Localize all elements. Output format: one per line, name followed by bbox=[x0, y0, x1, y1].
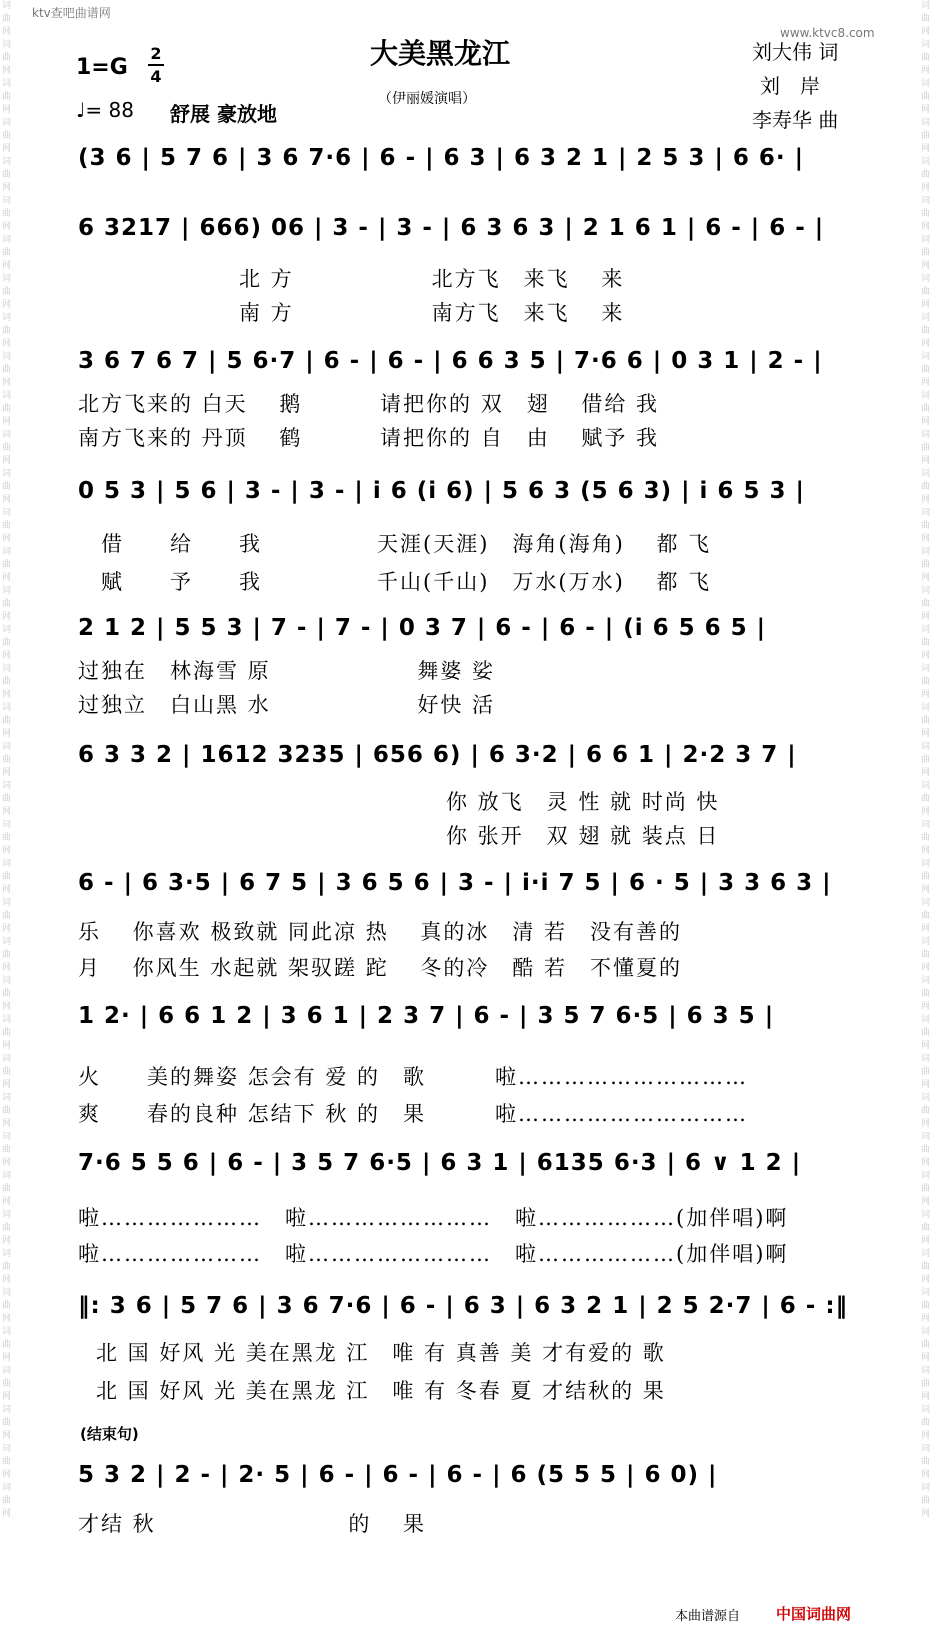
expression-mark: 舒展 豪放地 bbox=[170, 102, 277, 126]
score-row-9 bbox=[78, 1150, 868, 1266]
time-sig-top: 2 bbox=[150, 44, 162, 63]
notes: 1 2· | 6 6 1 2 | 3 6 1 | 2 3 7 | 6 - | 3 5 7 6·5 | 6 3 5 | bbox=[78, 1003, 775, 1029]
notes: (3 6 | 5 7 6 | 3 6 7·6 | 6 - | 6 3 | 6 3 2 1 | 2 5 3 | 6 6· | bbox=[78, 145, 805, 171]
notes: 3 6 7 6 7 | 5 6·7 | 6 - | 6 - | 6 6 3 5 | 7·6 6 | 0 3 1 | 2 - | bbox=[78, 348, 823, 374]
lyric-verse-1: 借 给 我 天涯(天涯) 海角(海角) 都 飞 bbox=[78, 532, 712, 556]
notes: ‖: 3 6 | 5 7 6 | 3 6 7·6 | 6 - | 6 3 | 6 3 2 1 | 2 5 2·7 | 6 - :‖ bbox=[78, 1293, 849, 1319]
score-row-3 bbox=[78, 348, 868, 458]
score-row-11 bbox=[78, 1462, 868, 1562]
notes: 2 1 2 | 5 5 3 | 7 - | 7 - | 0 3 7 | 6 - | 6 - | (i 6 5 6 5 | bbox=[78, 615, 767, 641]
ending-label: (结束句) bbox=[80, 1425, 139, 1443]
score-row-4 bbox=[78, 478, 868, 598]
notes: 6 3 3 2 | 1612 3235 | 656 6) | 6 3·2 | 6 6 1 | 2·2 3 7 | bbox=[78, 742, 797, 768]
notes: 6 - | 6 3·5 | 6 7 5 | 3 6 5 6 | 3 - | i·i 7 5 | 6 · 5 | 3 3 6 3 | bbox=[78, 870, 832, 896]
lyricist-credit-2: 刘 岸 bbox=[760, 74, 820, 98]
time-sig-bottom: 4 bbox=[150, 67, 162, 86]
lyric-verse-2: 南方飞来的 丹顶 鹤 请把你的 自 由 赋予 我 bbox=[78, 426, 660, 450]
score-row-7 bbox=[78, 870, 868, 980]
lyric-verse-1: 北 国 好风 光 美在黑龙 江 唯 有 真善 美 才有爱的 歌 bbox=[96, 1341, 666, 1365]
side-watermark-left: 词曲网词曲网词曲网词曲网词曲网词曲网词曲网词曲网词曲网词曲网词曲网词曲网词曲网词曲网词曲网词曲网词曲网词曲网词曲网词曲网词曲网词曲网词曲网词曲网词曲网词曲网词曲网词曲网词曲网词曲网词曲网词曲网词曲网词曲网词曲网词曲网词曲网词曲网词曲网 bbox=[2, 1, 12, 1519]
side-watermark-right: 词曲网词曲网词曲网词曲网词曲网词曲网词曲网词曲网词曲网词曲网词曲网词曲网词曲网词曲网词曲网词曲网词曲网词曲网词曲网词曲网词曲网词曲网词曲网词曲网词曲网词曲网词曲网词曲网词曲网词曲网词曲网词曲网词曲网词曲网词曲网词曲网词曲网词曲网词曲网 bbox=[921, 1, 931, 1519]
tempo-mark: ♩= 88 bbox=[76, 98, 134, 122]
lyric-verse-1: 乐 你喜欢 极致就 同此凉 热 真的冰 清 若 没有善的 bbox=[78, 920, 683, 944]
lyric-verse-2: 月 你风生 水起就 架驭蹉 跎 冬的冷 酷 若 不懂夏的 bbox=[78, 956, 683, 980]
lyric-verse-1: 啦………………… 啦…………………… 啦………………(加伴唱)啊 bbox=[78, 1206, 789, 1230]
site-watermark-top-left: ktv查吧曲谱网 bbox=[32, 6, 111, 20]
lyric-verse-1: 才结 秋 的 果 bbox=[78, 1512, 427, 1536]
composer-credit: 李寿华 曲 bbox=[752, 108, 839, 132]
lyricist-credit: 刘大伟 词 bbox=[752, 40, 839, 64]
score-row-8 bbox=[78, 1003, 868, 1126]
time-signature bbox=[148, 44, 164, 86]
key-signature: 1=G bbox=[76, 55, 128, 80]
notes: 7·6 5 5 6 | 6 - | 3 5 7 6·5 | 6 3 1 | 6135 6·3 | 6 ∨ 1 2 | bbox=[78, 1150, 802, 1176]
lyric-verse-2: 北 国 好风 光 美在黑龙 江 唯 有 冬春 夏 才结秋的 果 bbox=[96, 1379, 666, 1403]
score-row-6 bbox=[78, 742, 868, 852]
site-watermark-top-right: www.ktvc8.com bbox=[780, 26, 875, 40]
notes: 0 5 3 | 5 6 | 3 - | 3 - | i 6 (i 6) | 5 6 3 (5 6 3) | i 6 5 3 | bbox=[78, 478, 805, 504]
score-row-10 bbox=[78, 1293, 868, 1403]
score-row-5 bbox=[78, 615, 868, 725]
lyric-verse-2: 南 方 南方飞 来飞 来 bbox=[78, 301, 625, 325]
performer: （伊丽媛演唱） bbox=[378, 91, 476, 107]
lyric-verse-1: 北 方 北方飞 来飞 来 bbox=[78, 267, 625, 291]
source-brand-link[interactable]: 中国词曲网 bbox=[776, 1605, 852, 1623]
lyric-verse-2: 赋 予 我 千山(千山) 万水(万水) 都 飞 bbox=[78, 570, 712, 594]
lyric-verse-2: 过独立 白山黑 水 好快 活 bbox=[78, 693, 496, 717]
notes: 6 3217 | 666) 06 | 3 - | 3 - | 6 3 6 3 | 2 1 6 1 | 6 - | 6 - | bbox=[78, 215, 825, 241]
lyric-verse-2: 你 张开 双 翅 就 装点 日 bbox=[78, 824, 720, 848]
lyric-verse-2: 爽 春的良种 怎结下 秋 的 果 啦………………………… bbox=[78, 1102, 749, 1126]
lyric-verse-1: 过独在 林海雪 原 舞婆 娑 bbox=[78, 659, 496, 683]
source-label: 本曲谱源自 bbox=[675, 1609, 741, 1624]
time-sig-divider bbox=[148, 64, 164, 66]
lyric-verse-1: 火 美的舞姿 怎会有 爱 的 歌 啦………………………… bbox=[78, 1065, 749, 1089]
lyric-verse-2: 啦………………… 啦…………………… 啦………………(加伴唱)啊 bbox=[78, 1242, 789, 1266]
score-row-2 bbox=[78, 215, 868, 325]
notes: 5 3 2 | 2 - | 2· 5 | 6 - | 6 - | 6 - | 6 (5 5 5 | 6 0) | bbox=[78, 1462, 718, 1488]
lyric-verse-1: 你 放飞 灵 性 就 时尚 快 bbox=[78, 790, 720, 814]
score-row-1 bbox=[78, 145, 868, 205]
song-title: 大美黑龙江 bbox=[370, 37, 511, 70]
lyric-verse-1: 北方飞来的 白天 鹅 请把你的 双 翅 借给 我 bbox=[78, 392, 660, 416]
